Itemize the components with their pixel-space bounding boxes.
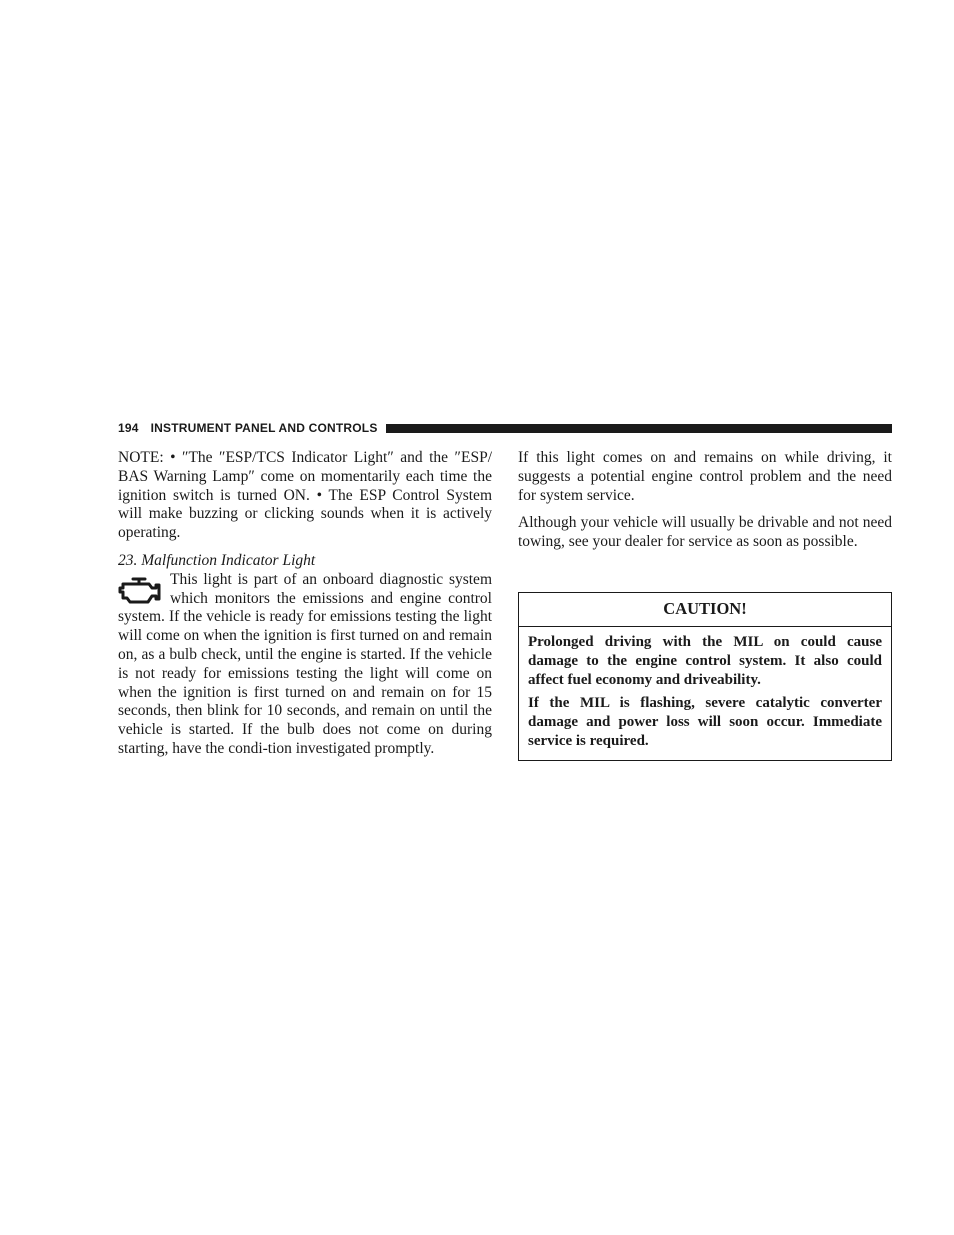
section-title: INSTRUMENT PANEL AND CONTROLS	[150, 421, 378, 435]
header-rule	[386, 424, 892, 433]
caution-paragraph-flashing: If the MIL is flashing, severe catalytic converter damage and power loss will soon occur. Immediate service is required.	[528, 695, 882, 749]
mil-description: This light is part of an onboard diagnostic system which monitors the emissions and engine control system. If the vehicle is ready for emissions testing the light will come on when the ignition is first turned on and remain on, as a bulb check, until the engine is started. If the vehicle is not ready for emissions testing the light will come on when the ignition is first turned on and remain on for 15 seconds, then blink for 10 seconds, and remain on until the vehicle is started. If the bulb does not come on during starting, have the condi-tion investigated promptly.	[118, 570, 492, 757]
esp-note: NOTE: • ″The ″ESP/TCS Indicator Light″ and the ″ESP/ BAS Warning Lamp″ come on momentarily each time the ignition switch is turned ON. • The ESP Control System will make buzzing or clicking sounds when it is actively operating.	[118, 449, 492, 542]
check-engine-icon	[118, 575, 164, 607]
caution-paragraph-prolonged: Prolonged driving with the MIL on could cause damage to the engine control system. It also could affect fuel economy and driveability.	[528, 634, 882, 688]
mil-subheading: 23. Malfunction Indicator Light	[118, 551, 316, 569]
caution-box	[518, 592, 892, 761]
towing-paragraph: Although your vehicle will usually be drivable and not need towing, see your dealer for service as soon as possible.	[518, 514, 892, 551]
page-number: 194	[118, 421, 139, 435]
caution-body	[519, 627, 891, 760]
right-column	[518, 449, 892, 552]
caution-title: CAUTION!	[519, 593, 891, 627]
left-column	[118, 449, 492, 759]
page-header	[118, 420, 892, 436]
mil-driving-paragraph: If this light comes on and remains on while driving, it suggests a potential engine control problem and the need for system service.	[518, 449, 892, 504]
mil-description-block	[118, 571, 492, 759]
